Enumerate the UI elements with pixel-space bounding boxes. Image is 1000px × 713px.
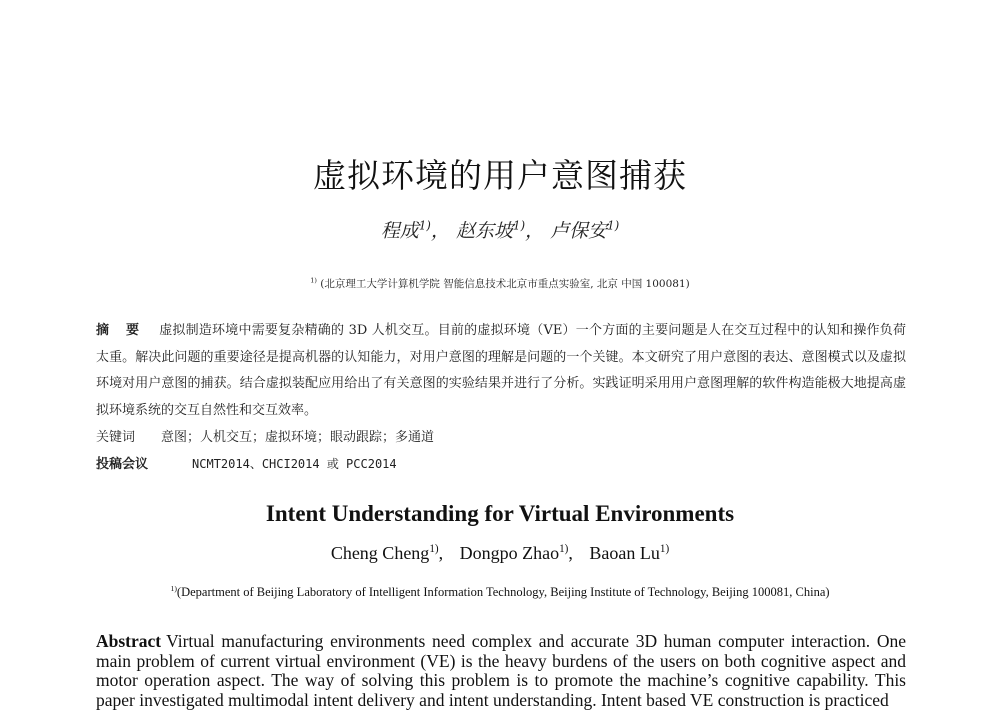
- author-affiliation-mark: 1): [607, 218, 620, 233]
- author-name: 赵东坡: [455, 220, 513, 242]
- chinese-title: 虚拟环境的用户意图捕获: [313, 156, 687, 195]
- author-name: Baoan Lu: [589, 543, 660, 563]
- chinese-authors: [0, 216, 1000, 243]
- chinese-abstract: [96, 318, 906, 424]
- author-affiliation-mark: 1): [659, 543, 670, 555]
- author-separator: ，: [525, 220, 545, 242]
- author-affiliation-mark: 1): [418, 218, 431, 233]
- abstract-label: 摘 要: [96, 323, 146, 338]
- english-affiliation: [0, 585, 1000, 600]
- author-name: 卢保安: [550, 220, 608, 242]
- abstract-label: Abstract: [96, 631, 162, 651]
- chinese-affiliation: [0, 276, 1000, 291]
- author-name: 程成: [380, 220, 419, 242]
- author-affiliation-mark: 1): [429, 543, 439, 555]
- affiliation-mark: 1): [170, 583, 177, 593]
- chinese-keywords: [96, 426, 434, 445]
- affiliation-text: (Department of Beijing Laboratory of Intelligent Information Technology, Beijing Institute of Technology, Beijing 100081, China): [176, 585, 830, 599]
- keywords-text: 意图；人机交互；虚拟环境；眼动跟踪；多通道: [161, 430, 435, 445]
- conference-text: NCMT2014、CHCI2014 或 PCC2014: [192, 457, 397, 471]
- author-name: Cheng Cheng: [330, 543, 430, 563]
- author-name: Dongpo Zhao: [459, 543, 560, 563]
- author-separator: ,: [568, 543, 573, 563]
- author-affiliation-mark: 1): [512, 218, 526, 233]
- author-affiliation-mark: 1): [559, 543, 569, 555]
- english-authors: [0, 543, 1000, 564]
- author-separator: ,: [438, 543, 444, 563]
- author-separator: ，: [430, 220, 450, 242]
- submission-conference: [96, 453, 397, 472]
- affiliation-mark: 1): [310, 276, 317, 285]
- conference-label: 投稿会议: [96, 457, 149, 472]
- affiliation-text: (北京理工大学计算机学院 智能信息技术北京市重点实验室, 北京 中国 100081): [320, 278, 690, 290]
- english-title: Intent Understanding for Virtual Environments: [265, 501, 735, 526]
- abstract-text: 虚拟制造环境中需要复杂精确的 3D 人机交互。目前的虚拟环境（VE）一个方面的主要问题是人在交互过程中的认知和操作负荷太重。解决此问题的重要途径是提高机器的认知能力，对用户意图的理解是问题的一个关键。本文研究了用户意图的表达、意图模式以及虚拟环境对用户意图的捕获。结合虚拟装配应用给出了有关意图的实验结果并进行了分析。实践证明采用用户意图理解的软件构造能极大地提高虚拟环境系统的交互自然性和交互效率。: [96, 323, 906, 418]
- abstract-text: Virtual manufacturing environments need complex and accurate 3D human computer interaction. One main problem of current virtual environment (VE) is the heavy burdens of the users on both cognitive aspect and motor operation aspect. The way of solving this problem is to promote the machine’s cognitive capability. This paper investigated multimodal intent delivery and intent understanding. Intent based VE construction is practiced: [96, 631, 906, 710]
- keywords-label: 关键词: [96, 430, 136, 445]
- english-abstract: [96, 632, 906, 710]
